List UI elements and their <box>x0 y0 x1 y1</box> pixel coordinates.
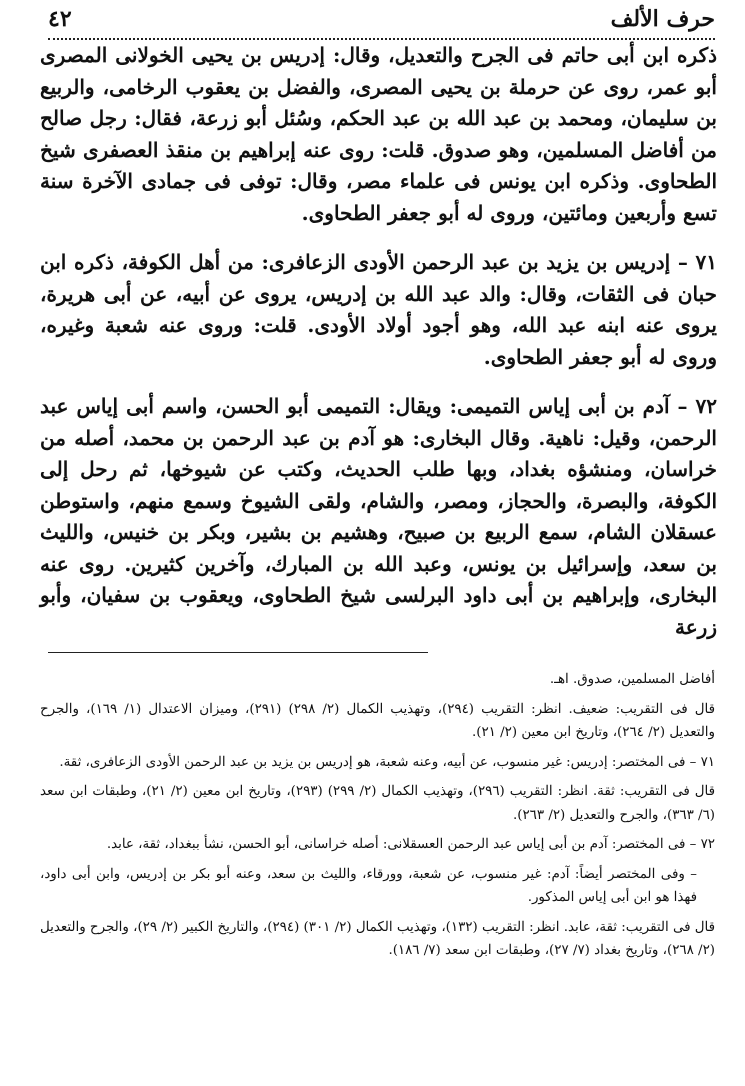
footnote-72: ٧٢ – فى المختصر: آدم بن أبى إياس عبد الرحمن العسقلانى: أصله خراسانى، أبو الحسن، نشأ ببغداد، ثقة، عابد. <box>106 837 715 852</box>
paragraph-idris-ibn-yahya: ذكره ابن أبى حاتم فى الجرح والتعديل، وقال: إدريس بن يحيى الخولانى المصرى أبو عمر، روى عن حرملة بن يحيى المصرى، والفضل بن يعقوب الرخامى، والربيع بن سليمان، ومحمد بن عبد الله بن عبد الحكم، وسُئل أبو زرعة، فقال: رجل صالح من أفاضل المسلمين، وهو صدوق. قلت: روى عنه إبراهيم بن منقذ العصفرى شيخ الطحاوى. وذكره ابن يونس فى علماء مصر، وقال: توفى فى جمادى الآخرة سنة تسع وأربعين ومائتين، وروى له أبو جعفر الطحاوى. <box>40 43 717 225</box>
footnote-line: قال فى التقريب: ثقة، عابد. انظر: التقريب (١٣٢)، وتهذيب الكمال (٢/ ٣٠١) (٢٩٤)، والتاريخ الكبير (٢/ ٢٩)، والجرح والتعديل (٢/ ٢٦٨)، وتاريخ بغداد (٧/ ٢٧)، وطبقات ابن سعد (٧/ ١٨٦). <box>40 919 715 958</box>
footnote-line: قال فى التقريب: ثقة. انظر: التقريب (٢٩٦)، وتهذيب الكمال (٢/ ٢٩٩) (٢٩٣)، وتاريخ ابن معين (٢/ ٢١)، وطبقات ابن سعد (٦/ ٣٦٣)، والجرح والتعديل (٢/ ٢٦٣). <box>40 784 715 823</box>
entry-71: ٧١ – إدريس بن يزيد بن عبد الرحمن الأودى الزعافرى: من أهل الكوفة، ذكره ابن حبان فى الثقات، وقال: والد عبد الله بن إدريس، يروى عن أبيه، عن أبى هريرة، يروى عنه ابنه عبد الله، وهو أجود أولاد الأودى. قلت: وروى عنه شعبة وغيره، وروى له أبو جعفر الطحاوى. <box>40 250 717 369</box>
running-header <box>48 4 715 40</box>
footnote-line: أفاضل المسلمين، صدوق. اهـ. <box>549 672 715 687</box>
footnote-71: ٧١ – فى المختصر: إدريس: غير منسوب، عن أبيه، وعنه شعبة، هو إدريس بن يزيد بن عبد الرحمن الأودى الزعافرى، ثقة. <box>59 754 715 770</box>
page-number: ٤٢ <box>48 6 72 32</box>
footnotes <box>40 668 715 969</box>
footnote-line: – وفى المختصر أيضاً: آدم: غير منسوب، عن شعبة، وورقاء، والليث بن سعد، وعنه أبو بكر بن إدريس، وابن أبى داود، فهذا هو ابن أبى إياس المذكور. <box>40 866 697 905</box>
footnote-line: قال فى التقريب: ضعيف. انظر: التقريب (٢٩٤)، وتهذيب الكمال (٢/ ٢٩٨) (٢٩١)، وميزان الاعتدال (١/ ١٦٩)، والجرح والتعديل (٢/ ٢٦٤)، وتاريخ ابن معين (٢/ ٢١). <box>40 701 715 740</box>
entry-72: ٧٢ – آدم بن أبى إياس التميمى: ويقال: التميمى أبو الحسن، واسم أبى إياس عبد الرحمن، وقيل: ناهية. وقال البخارى: هو آدم بن عبد الرحمن بن محمد، أصله من خراسان، ومنشؤه بغداد، وبها طلب الحديث، وكتب عن شيوخها، ثم رحل إلى الكوفة، والبصرة، والحجاز، ومصر، والشام، ولقى الشيوخ وسمع منهم، واستوطن عسقلان الشام، سمع الربيع بن صبيح، وهشيم بن بشير، وبكر بن خنيس، والليث بن سعد، وإسرائيل بن يونس، وعبد الله بن المبارك، وآخرين كثيرين. روى عنه البخارى، وإبراهيم بن أبى داود البرلسى شيخ الطحاوى، ويعقوب بن سفيان، وأبو زرعة <box>40 394 718 639</box>
footnote-divider <box>48 652 428 653</box>
main-text <box>40 40 717 661</box>
chapter-title: حرف الألف <box>610 6 715 32</box>
